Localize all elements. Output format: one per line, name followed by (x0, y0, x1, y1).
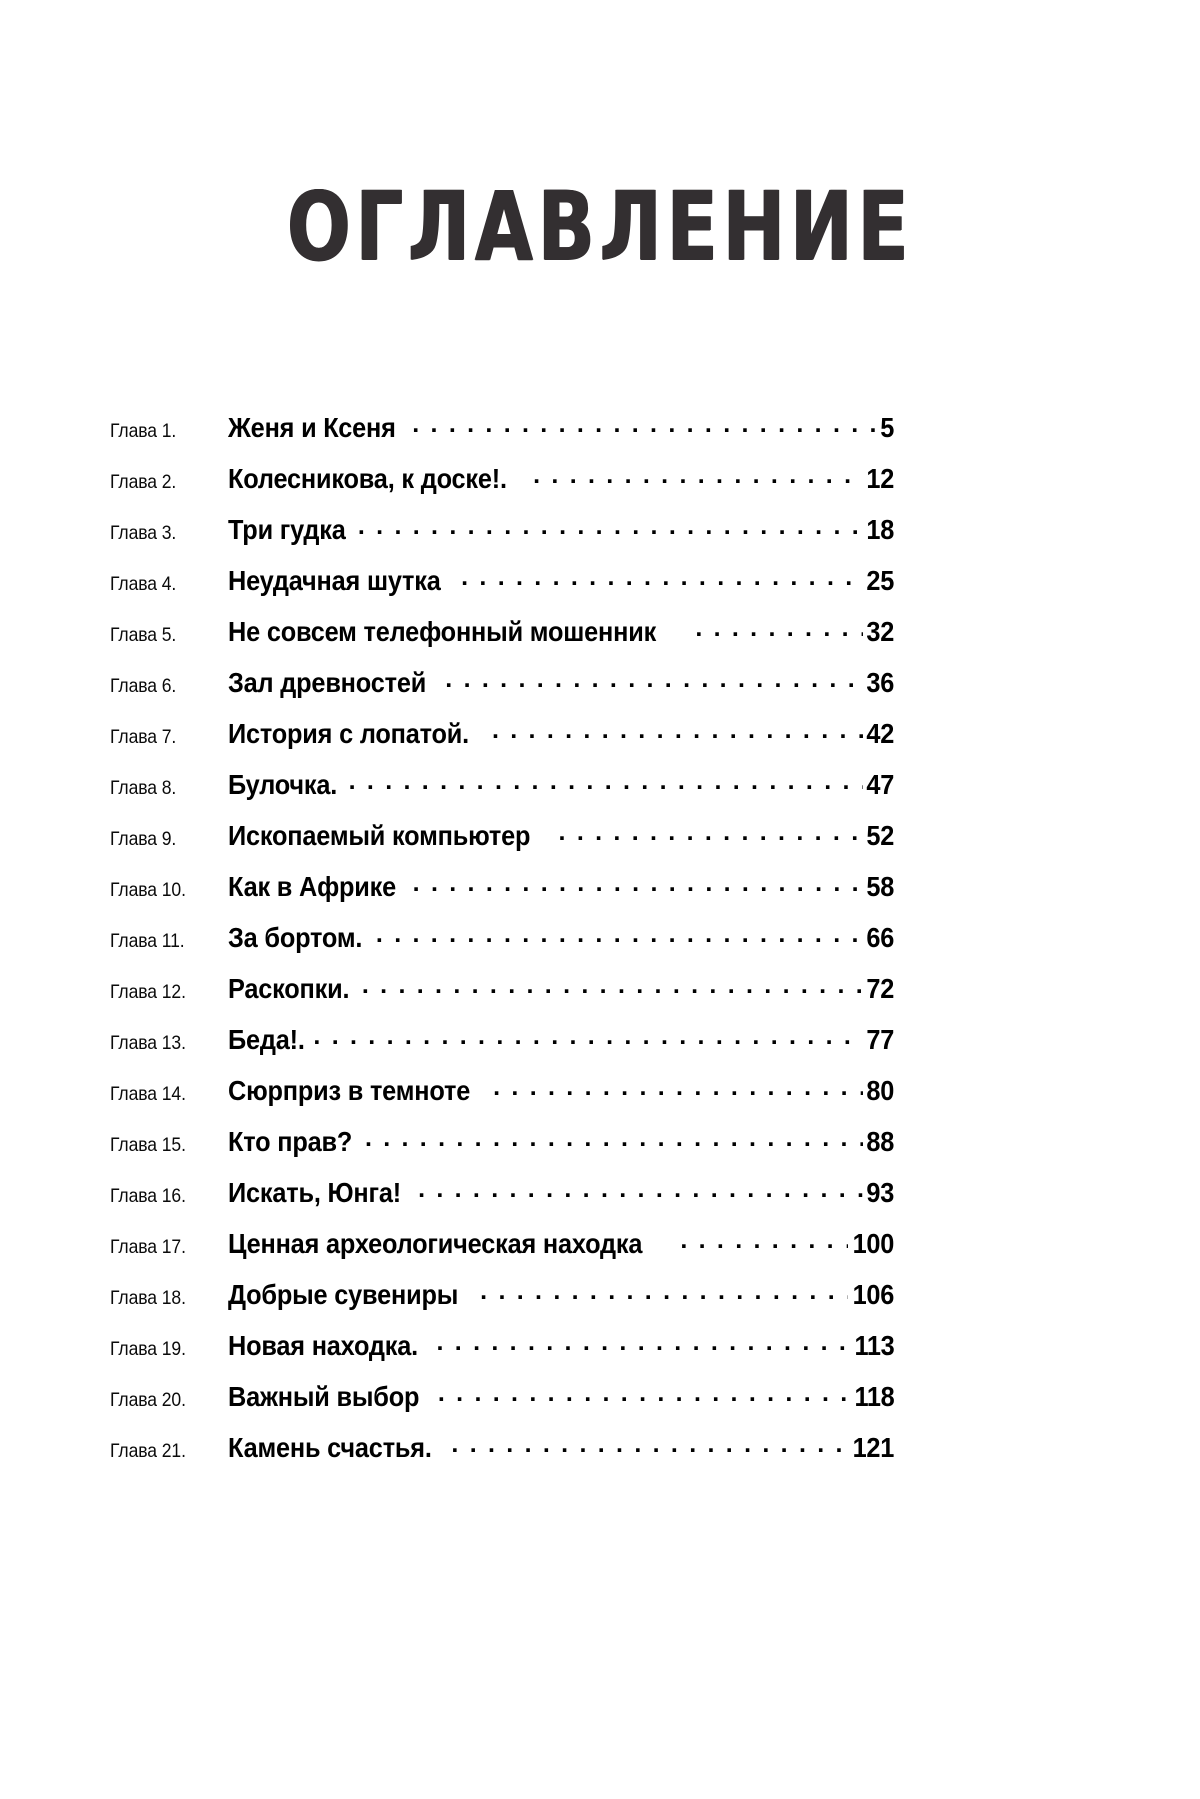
toc-entry[interactable] (110, 973, 894, 1024)
chapter-label: Глава 10. (110, 879, 186, 901)
toc-entry[interactable] (110, 922, 894, 973)
chapter-title: Новая находка. (228, 1330, 418, 1361)
dot-leader (480, 1288, 848, 1304)
toc-entry[interactable] (110, 616, 894, 667)
dot-leader (680, 1237, 848, 1253)
chapter-label: Глава 11. (110, 930, 185, 952)
page-number: 106 (852, 1279, 894, 1310)
toc-entry[interactable] (110, 1381, 894, 1432)
page-number: 36 (866, 667, 894, 698)
chapter-title: Булочка. (228, 769, 338, 800)
page-number: 58 (866, 871, 894, 902)
page-number: 80 (866, 1075, 894, 1106)
chapter-label: Глава 4. (110, 573, 177, 595)
chapter-label: Глава 20. (110, 1389, 186, 1411)
chapter-title: Сюрприз в темноте (228, 1075, 471, 1106)
toc-entry[interactable] (110, 565, 894, 616)
dot-leader (362, 982, 863, 998)
dot-leader (533, 472, 863, 488)
chapter-title: Кто прав? (228, 1126, 353, 1157)
toc-entry[interactable] (110, 1126, 894, 1177)
chapter-label: Глава 6. (110, 675, 177, 697)
dot-leader (437, 1339, 850, 1355)
toc-entry[interactable] (110, 667, 894, 718)
dot-leader (376, 931, 863, 947)
toc-entry[interactable] (110, 1279, 894, 1330)
chapter-title: Ценная археологическая находка (228, 1228, 643, 1259)
page-number: 118 (854, 1381, 894, 1412)
table-of-contents-list (110, 412, 894, 1483)
chapter-label: Глава 18. (110, 1287, 186, 1309)
page-number: 66 (866, 922, 894, 953)
page-number: 93 (866, 1177, 894, 1208)
chapter-label: Глава 13. (110, 1032, 186, 1054)
chapter-label: Глава 16. (110, 1185, 186, 1207)
chapter-title: Колесникова, к доске!. (228, 463, 507, 494)
toc-entry[interactable] (110, 718, 894, 769)
toc-entry[interactable] (110, 463, 894, 514)
chapter-title: Искать, Юнга! (228, 1177, 402, 1208)
dot-leader (461, 574, 863, 590)
chapter-label: Глава 1. (110, 420, 177, 442)
page-number: 18 (866, 514, 894, 545)
chapter-label: Глава 21. (110, 1440, 186, 1462)
toc-entry[interactable] (110, 769, 894, 820)
chapter-title: Раскопки. (228, 973, 350, 1004)
dot-leader (445, 676, 863, 692)
page-number: 77 (866, 1024, 894, 1055)
dot-leader (412, 421, 878, 437)
chapter-title: Не совсем телефонный мошенник (228, 616, 657, 647)
chapter-label: Глава 2. (110, 471, 177, 493)
dot-leader (559, 829, 863, 845)
dot-leader (418, 1186, 863, 1202)
chapter-label: Глава 14. (110, 1083, 186, 1105)
page-number: 88 (866, 1126, 894, 1157)
chapter-title: Камень счастья. (228, 1432, 432, 1463)
page-number: 42 (866, 718, 894, 749)
toc-entry[interactable] (110, 1075, 894, 1126)
page-number: 72 (866, 973, 894, 1004)
page-number: 12 (866, 463, 894, 494)
page-title: ОГЛАВЛЕНИЕ (286, 172, 914, 283)
chapter-title: Добрые сувениры (228, 1279, 459, 1310)
chapter-title: Три гудка (228, 514, 346, 545)
dot-leader (492, 727, 863, 743)
dot-leader (438, 1390, 850, 1406)
chapter-title: Важный выбор (228, 1381, 420, 1412)
toc-entry[interactable] (110, 1177, 894, 1228)
toc-entry[interactable] (110, 1330, 894, 1381)
toc-entry[interactable] (110, 1432, 894, 1483)
chapter-title: Зал древностей (228, 667, 427, 698)
page-number: 47 (866, 769, 894, 800)
chapter-label: Глава 5. (110, 624, 177, 646)
dot-leader (493, 1084, 863, 1100)
chapter-title: Неудачная шутка (228, 565, 441, 596)
page-number: 100 (852, 1228, 894, 1259)
chapter-label: Глава 8. (110, 777, 177, 799)
page-number: 32 (866, 616, 894, 647)
chapter-title: Как в Африке (228, 871, 397, 902)
toc-entry[interactable] (110, 820, 894, 871)
chapter-label: Глава 9. (110, 828, 177, 850)
chapter-title: История с лопатой. (228, 718, 469, 749)
page-number: 52 (866, 820, 894, 851)
toc-entry[interactable] (110, 1228, 894, 1279)
chapter-title: За бортом. (228, 922, 363, 953)
dot-leader (365, 1135, 863, 1151)
dot-leader (451, 1441, 848, 1457)
dot-leader (695, 625, 863, 641)
chapter-label: Глава 15. (110, 1134, 186, 1156)
chapter-title: Беда!. (228, 1024, 305, 1055)
chapter-label: Глава 17. (110, 1236, 186, 1258)
dot-leader (349, 778, 863, 794)
dot-leader (413, 880, 863, 896)
dot-leader (313, 1033, 863, 1049)
chapter-label: Глава 19. (110, 1338, 186, 1360)
page-number: 25 (866, 565, 894, 596)
chapter-label: Глава 3. (110, 522, 177, 544)
chapter-title: Женя и Ксеня (228, 412, 396, 443)
toc-entry[interactable] (110, 514, 894, 565)
chapter-title: Ископаемый компьютер (228, 820, 531, 851)
toc-entry[interactable] (110, 871, 894, 922)
chapter-label: Глава 12. (110, 981, 186, 1003)
page-number: 113 (854, 1330, 894, 1361)
chapter-label: Глава 7. (110, 726, 177, 748)
page-number: 121 (852, 1432, 894, 1463)
toc-entry[interactable] (110, 412, 894, 463)
page-title-container (0, 128, 1200, 311)
toc-entry[interactable] (110, 1024, 894, 1075)
dot-leader (358, 523, 863, 539)
page-number: 5 (880, 412, 894, 443)
